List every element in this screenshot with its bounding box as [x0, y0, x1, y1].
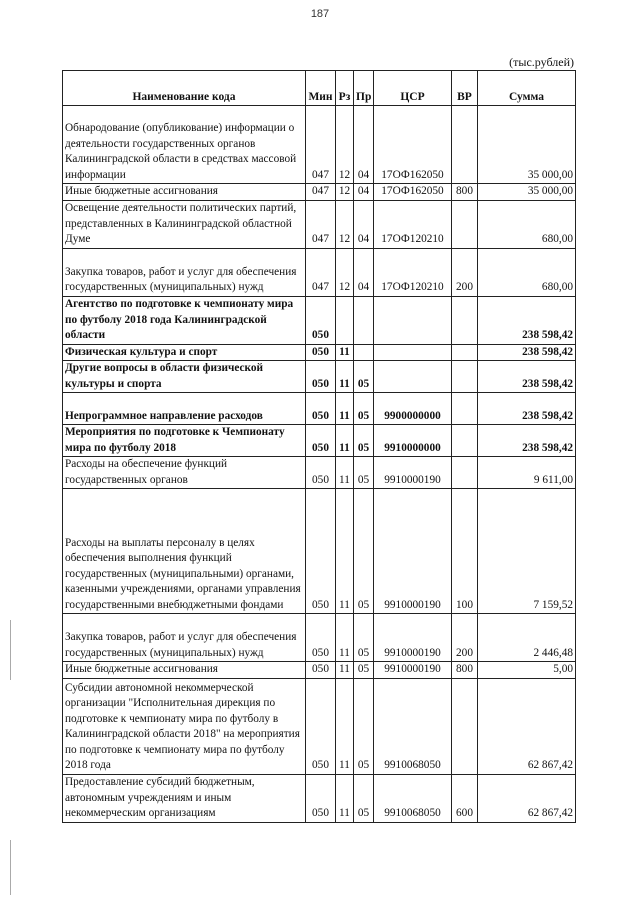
cell-vr: 800: [452, 184, 478, 201]
cell-sum: 238 598,42: [478, 344, 576, 361]
cell-pr: 05: [354, 457, 374, 489]
cell-sum: 35 000,00: [478, 184, 576, 201]
cell-vr: [452, 393, 478, 425]
cell-rz: 11: [336, 489, 354, 614]
cell-vr: [452, 361, 478, 393]
cell-vr: [452, 457, 478, 489]
cell-vr: [452, 678, 478, 774]
cell-rz: 11: [336, 425, 354, 457]
header-vr: ВР: [452, 71, 478, 106]
table-row: [63, 296, 576, 344]
cell-rz: 12: [336, 106, 354, 184]
units-label: (тыс.рублей): [509, 55, 574, 69]
cell-csr: 17ОФ120210: [374, 248, 452, 296]
cell-csr: 17ОФ162050: [374, 184, 452, 201]
cell-vr: [452, 344, 478, 361]
cell-rz: 12: [336, 184, 354, 201]
cell-rz: 12: [336, 248, 354, 296]
cell-pr: 05: [354, 614, 374, 662]
cell-vr: [452, 200, 478, 248]
cell-sum: 238 598,42: [478, 361, 576, 393]
cell-name: Иные бюджетные ассигнования: [63, 662, 306, 679]
cell-sum: 680,00: [478, 248, 576, 296]
cell-rz: 11: [336, 361, 354, 393]
cell-min: 050: [306, 489, 336, 614]
cell-csr: [374, 344, 452, 361]
table-row: [63, 248, 576, 296]
table-row: [63, 200, 576, 248]
table-header-row: [63, 71, 576, 106]
cell-pr: [354, 344, 374, 361]
cell-name: Предоставление субсидий бюджетным, автономным учреждениям и иным некоммерческим организациям: [63, 774, 306, 822]
cell-min: 047: [306, 200, 336, 248]
table-row: [63, 393, 576, 425]
cell-vr: 200: [452, 248, 478, 296]
cell-name: Закупка товаров, работ и услуг для обеспечения государственных (муниципальных) нужд: [63, 614, 306, 662]
cell-pr: 04: [354, 106, 374, 184]
cell-vr: 800: [452, 662, 478, 679]
cell-name: Освещение деятельности политических партий, представленных в Калининградской областной Думе: [63, 200, 306, 248]
cell-rz: 12: [336, 200, 354, 248]
cell-csr: 9910000190: [374, 457, 452, 489]
cell-name: Иные бюджетные ассигнования: [63, 184, 306, 201]
header-csr: ЦСР: [374, 71, 452, 106]
cell-vr: 100: [452, 489, 478, 614]
cell-pr: 05: [354, 678, 374, 774]
cell-vr: [452, 296, 478, 344]
cell-min: 050: [306, 393, 336, 425]
cell-name: Закупка товаров, работ и услуг для обеспечения государственных (муниципальных) нужд: [63, 248, 306, 296]
cell-sum: 238 598,42: [478, 296, 576, 344]
cell-name: Непрограммное направление расходов: [63, 393, 306, 425]
table-row: [63, 425, 576, 457]
cell-rz: 11: [336, 614, 354, 662]
cell-sum: 62 867,42: [478, 678, 576, 774]
cell-min: 050: [306, 678, 336, 774]
table-row: [63, 678, 576, 774]
scan-edge-mark: [10, 840, 11, 895]
cell-min: 050: [306, 296, 336, 344]
budget-table: [62, 70, 576, 823]
header-sum: Сумма: [478, 71, 576, 106]
header-pr: Пр: [354, 71, 374, 106]
cell-name: Субсидии автономной некоммерческой организации "Исполнительная дирекция по подготовке к чемпионату мира по футболу в Калининградской области 2018" на мероприятия по подготовке к чемпионату мира по футболу 2018 года: [63, 678, 306, 774]
cell-pr: 04: [354, 184, 374, 201]
cell-min: 050: [306, 425, 336, 457]
cell-rz: 11: [336, 393, 354, 425]
cell-vr: 200: [452, 614, 478, 662]
cell-min: 047: [306, 184, 336, 201]
cell-rz: 11: [336, 344, 354, 361]
cell-csr: 9910068050: [374, 678, 452, 774]
cell-min: 047: [306, 106, 336, 184]
cell-name: Расходы на выплаты персоналу в целях обеспечения выполнения функций государственных (муниципальными) органами, казенными учреждениями, органами управления государственными внебюджетными фондами: [63, 489, 306, 614]
cell-pr: 04: [354, 248, 374, 296]
cell-pr: 04: [354, 200, 374, 248]
cell-pr: 05: [354, 489, 374, 614]
table-row: [63, 457, 576, 489]
cell-csr: [374, 361, 452, 393]
scan-edge-mark: [10, 620, 11, 680]
cell-name: Расходы на обеспечение функций государственных органов: [63, 457, 306, 489]
cell-rz: [336, 296, 354, 344]
cell-sum: 35 000,00: [478, 106, 576, 184]
cell-pr: 05: [354, 361, 374, 393]
cell-csr: 9910000190: [374, 662, 452, 679]
cell-pr: 05: [354, 393, 374, 425]
table-row: [63, 489, 576, 614]
cell-sum: 238 598,42: [478, 393, 576, 425]
table-row: [63, 614, 576, 662]
cell-min: 050: [306, 662, 336, 679]
header-min: Мин: [306, 71, 336, 106]
cell-sum: 62 867,42: [478, 774, 576, 822]
cell-rz: 11: [336, 774, 354, 822]
cell-vr: [452, 106, 478, 184]
cell-csr: [374, 296, 452, 344]
cell-rz: 11: [336, 678, 354, 774]
cell-name: Мероприятия по подготовке к Чемпионату мира по футболу 2018: [63, 425, 306, 457]
table-row: [63, 344, 576, 361]
cell-min: 050: [306, 361, 336, 393]
cell-csr: 9910000190: [374, 489, 452, 614]
table-row: [63, 662, 576, 679]
cell-rz: 11: [336, 457, 354, 489]
cell-pr: 05: [354, 774, 374, 822]
cell-rz: 11: [336, 662, 354, 679]
cell-csr: 17ОФ120210: [374, 200, 452, 248]
cell-vr: 600: [452, 774, 478, 822]
cell-min: 050: [306, 614, 336, 662]
header-name: Наименование кода: [63, 71, 306, 106]
cell-pr: [354, 296, 374, 344]
cell-csr: 17ОФ162050: [374, 106, 452, 184]
cell-sum: 2 446,48: [478, 614, 576, 662]
cell-sum: 5,00: [478, 662, 576, 679]
cell-min: 050: [306, 774, 336, 822]
cell-sum: 7 159,52: [478, 489, 576, 614]
cell-csr: 9900000000: [374, 393, 452, 425]
cell-csr: 9910000000: [374, 425, 452, 457]
header-rz: Рз: [336, 71, 354, 106]
table-row: [63, 106, 576, 184]
cell-name: Обнародование (опубликование) информации о деятельности государственных органов Калининградской области в средствах массовой информации: [63, 106, 306, 184]
cell-csr: 9910000190: [374, 614, 452, 662]
cell-sum: 238 598,42: [478, 425, 576, 457]
cell-name: Другие вопросы в области физической культуры и спорта: [63, 361, 306, 393]
cell-pr: 05: [354, 662, 374, 679]
cell-vr: [452, 425, 478, 457]
cell-min: 047: [306, 248, 336, 296]
cell-name: Физическая культура и спорт: [63, 344, 306, 361]
cell-csr: 9910068050: [374, 774, 452, 822]
table-row: [63, 774, 576, 822]
cell-name: Агентство по подготовке к чемпионату мира по футболу 2018 года Калининградской области: [63, 296, 306, 344]
cell-sum: 680,00: [478, 200, 576, 248]
cell-min: 050: [306, 344, 336, 361]
table-row: [63, 361, 576, 393]
page-number: 187: [310, 8, 330, 20]
table-row: [63, 184, 576, 201]
cell-min: 050: [306, 457, 336, 489]
cell-pr: 05: [354, 425, 374, 457]
cell-sum: 9 611,00: [478, 457, 576, 489]
